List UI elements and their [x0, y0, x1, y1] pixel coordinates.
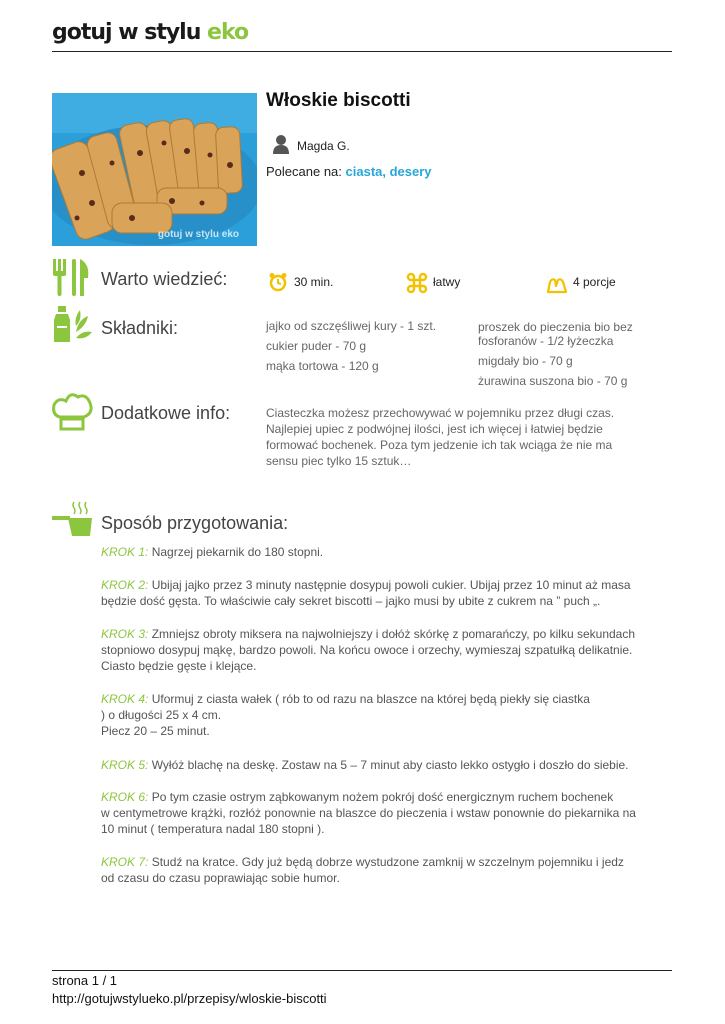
step-text: Piecz 20 – 25 minut.: [101, 724, 210, 738]
step-label: KROK 1:: [101, 545, 149, 559]
step-text: stopniowo dosypuj mąkę, bardzo powoli. Na końcu owoce i orzechy, wymieszaj szpatułką delikatnie.: [101, 643, 633, 657]
cooking-pot-icon: [50, 500, 94, 544]
step-text: Zmniejsz obroty miksera na najwolniejszy i dołóż skórkę z pomarańczy, po kilku sekundach: [151, 627, 636, 641]
method-step: [101, 789, 686, 837]
ingredient-item: żurawina suszona bio - 70 g: [478, 374, 628, 388]
extra-info-text: [266, 405, 614, 469]
cutlery-icon: [50, 256, 94, 300]
footer-url[interactable]: http://gotujwstylueko.pl/przepisy/wloskie-biscotti: [52, 991, 327, 1006]
extra-info-heading: Dodatkowe info:: [101, 403, 231, 423]
extra-info-line: formować bochenek. Poza tym jedzenie ich tak wciąga że nie ma: [266, 438, 613, 452]
footer-rule: [52, 970, 672, 971]
ingredient-item: mąka tortowa - 120 g: [266, 359, 379, 373]
step-label: KROK 4:: [101, 692, 149, 706]
portions: 4 porcje: [573, 275, 616, 289]
step-text: w centymetrowe krążki, rozłóż ponownie na blaszce do pieczenia i wstaw ponownie do piekarnika na: [101, 806, 636, 820]
step-text: Nagrzej piekarnik do 180 stopni.: [151, 545, 324, 559]
step-label: KROK 6:: [101, 790, 149, 804]
recommended-for: [266, 164, 432, 179]
ingredient-item: cukier puder - 70 g: [266, 339, 367, 353]
logo-accent: eko: [207, 20, 249, 45]
page-number: strona 1 / 1: [52, 973, 118, 988]
step-text: Studź na kratce. Gdy już będą dobrze wystudzone zamknij w szczelnym pojemniku i jedz: [151, 855, 624, 869]
difficulty: łatwy: [433, 275, 461, 289]
method-step: [101, 544, 686, 560]
ingredients-icon: [50, 304, 94, 348]
extra-info-line: Ciasteczka możesz przechowywać w pojemniku przez długi czas.: [266, 406, 615, 420]
recipe-photo: [52, 93, 257, 246]
recipe-title: Włoskie biscotti: [266, 90, 411, 111]
info-heading: Warto wiedzieć:: [101, 269, 228, 289]
photo-watermark: gotuj w stylu eko: [157, 229, 239, 240]
hands-icon: [546, 272, 568, 294]
extra-info-line: Najlepiej upiec z podwójnej ilości, jest ich więcej i łatwiej będzie: [266, 422, 603, 436]
ingredient-item: jajko od szczęśliwej kury - 1 szt.: [266, 319, 437, 333]
extra-info-line: sensu piec tylko 15 sztuk…: [266, 454, 412, 468]
logo-text: gotuj w stylu: [52, 20, 208, 45]
ingredient-item: [478, 320, 633, 348]
step-text: Po tym czasie ostrym ząbkowanym nożem pokrój dość energicznym ruchem bochenek: [151, 790, 614, 804]
method-step: [101, 691, 686, 739]
step-label: KROK 5:: [101, 758, 149, 772]
user-icon: [272, 134, 290, 154]
method-step: [101, 577, 686, 609]
step-text: 10 minut ( temperatura nadal 180 stopni ).: [101, 822, 325, 836]
ingredients-heading: Składniki:: [101, 318, 179, 338]
method-step: [101, 626, 686, 674]
recommended-tags[interactable]: ciasta, desery: [345, 164, 432, 179]
step-label: KROK 3:: [101, 627, 149, 641]
step-text: Ciasto będzie gęste i klejące.: [101, 659, 257, 673]
header-rule: [52, 51, 672, 52]
recommended-label: Polecane na:: [266, 164, 346, 179]
ingredient-line: fosforanów - 1/2 łyżeczka: [478, 334, 614, 348]
site-logo[interactable]: [52, 20, 248, 45]
step-text: Wyłóż blachę na deskę. Zostaw na 5 – 7 minut aby ciasto lekko ostygło i doszło do siebie.: [151, 758, 629, 772]
method-step: [101, 854, 686, 886]
prep-time: 30 min.: [294, 275, 334, 289]
step-text: ) o długości 25 x 4 cm.: [101, 708, 222, 722]
recipe-author[interactable]: Magda G.: [297, 139, 350, 153]
command-key-icon: [406, 272, 428, 294]
method-step: [101, 757, 686, 773]
step-text: od czasu do czasu poprawiając sobie humor.: [101, 871, 340, 885]
alarm-clock-icon: [268, 272, 288, 292]
step-text: Uformuj z ciasta wałek ( rób to od razu na blaszce na której będą piekły się ciastka: [151, 692, 590, 706]
step-text: Ubijaj jajko przez 3 minuty następnie dosypuj powoli cukier. Ubijaj przez 10 minut aż masa: [151, 578, 631, 592]
step-label: KROK 7:: [101, 855, 149, 869]
step-label: KROK 2:: [101, 578, 149, 592]
method-heading: Sposób przygotowania:: [101, 513, 289, 533]
chef-hat-icon: [50, 389, 94, 433]
step-text: będzie dość gęsta. To właściwie cały sekret biscotti – jajko musi by ubite z cukrem na ” puch „.: [101, 594, 601, 608]
biscotti-illustration: [52, 93, 257, 246]
ingredient-item: migdały bio - 70 g: [478, 354, 573, 368]
ingredient-line: proszek do pieczenia bio bez: [478, 320, 633, 334]
